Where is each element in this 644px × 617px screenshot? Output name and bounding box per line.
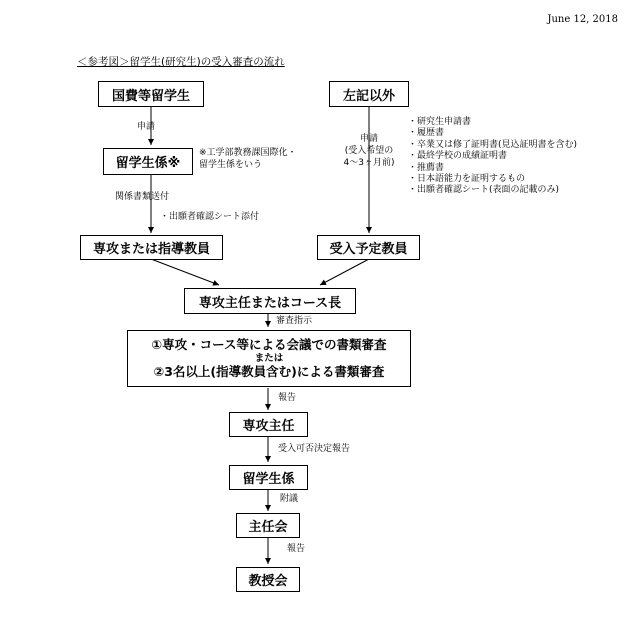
box-intl-office-2: 留学生係 [229, 465, 308, 490]
box-expected-professor: 受入予定教員 [317, 235, 420, 260]
document-item: ・推薦書 [408, 162, 445, 173]
box-document-review [127, 330, 411, 387]
document-item: ・履歴書 [408, 128, 445, 139]
label-attach: 附議 [280, 494, 299, 504]
box-government-scholar: 国費等留学生 [98, 81, 204, 107]
box-faculty-meeting: 教授会 [236, 567, 300, 592]
document-item: ・出願者確認シート(表面の記載のみ) [408, 185, 560, 196]
note-intl-office [199, 147, 297, 171]
label-sheet-attached: ・出願者確認シート添付 [160, 212, 260, 222]
document-item: ・日本語能力を証明するもの [408, 174, 526, 185]
apply-2-sub-1: (受入希望の [344, 146, 394, 156]
document-item: ・研究生申請書 [408, 117, 472, 127]
date: June 12, 2018 [547, 14, 618, 25]
apply-2-sub-2: 4～3ヶ月前) [343, 158, 395, 168]
required-documents-list [408, 117, 577, 197]
label-report-2: 報告 [287, 544, 306, 554]
box-major-chief: 専攻主任 [229, 412, 308, 437]
page-title: ＜参考図＞留学生(研究生)の受入審査の流れ [77, 56, 285, 68]
label-review-instruction: 審査指示 [276, 316, 313, 326]
label-decision-report: 受入可否決定報告 [278, 444, 351, 454]
box-others: 左記以外 [329, 81, 409, 107]
label-docs-sent: 関係書類送付 [115, 192, 170, 202]
review-option-2: ②3名以上(指導教員含む)による書類審査 [153, 364, 385, 379]
document-item: ・卒業又は修了証明書(見込証明書を含む) [408, 139, 578, 150]
box-intl-office: 留学生係※ [103, 148, 193, 175]
note-line-1: ※工学部教務課国際化・ [199, 148, 297, 158]
review-option-1: ①専攻・コース等による会議での書類審査 [151, 337, 387, 352]
review-or: または [254, 353, 284, 364]
apply-2-text: 申請 [359, 134, 378, 144]
arrow-prof-to-head [320, 259, 369, 285]
label-report-1: 報告 [278, 393, 297, 403]
note-line-2: 留学生係をいう [199, 160, 263, 170]
box-major-head: 専攻主任またはコース長 [184, 288, 356, 314]
label-apply-1: 申請 [137, 122, 156, 132]
label-apply-2 [333, 133, 405, 169]
box-supervisor: 専攻または指導教員 [80, 235, 223, 260]
box-chief-meeting: 主任会 [236, 513, 300, 538]
arrow-supervisor-to-head [151, 259, 219, 285]
document-item: ・最終学校の成績証明書 [408, 151, 508, 162]
